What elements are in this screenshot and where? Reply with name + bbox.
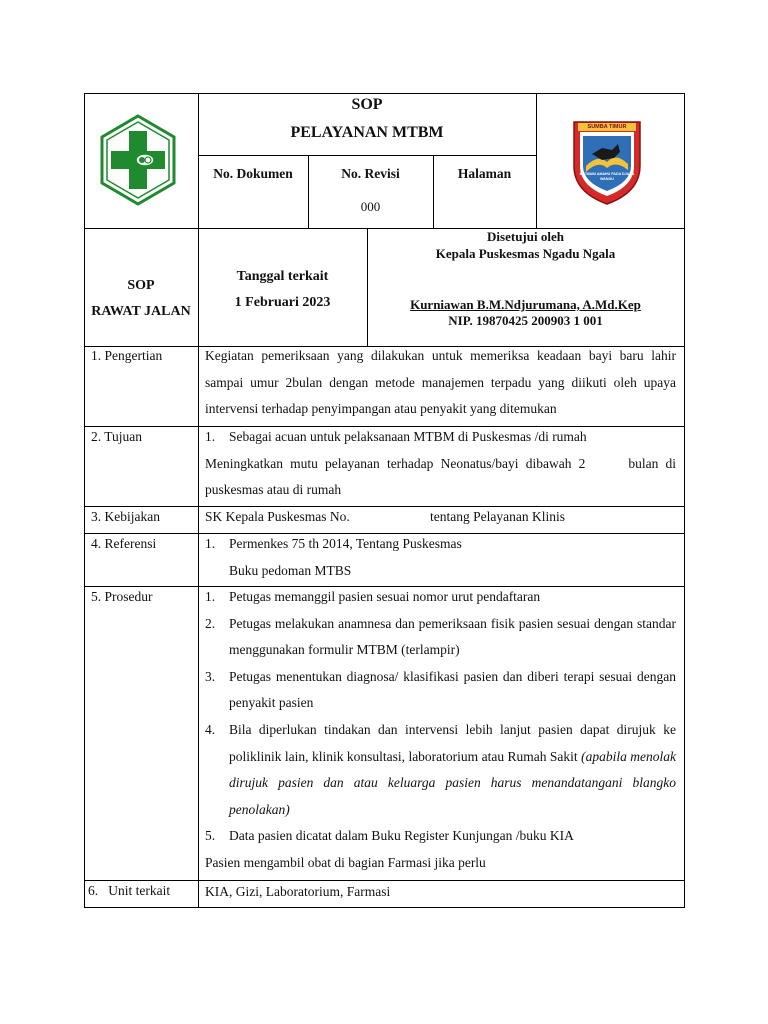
sop-category-line1: SOP: [127, 278, 155, 293]
prosedur-item: [205, 611, 676, 664]
kebijakan-text-b: tentang Pelayanan Klinis: [430, 509, 565, 524]
prosedur-item-num: 4.: [205, 721, 216, 737]
unit-text: KIA, Gizi, Laboratorium, Farmasi: [205, 884, 391, 899]
tanggal-block: [198, 264, 367, 316]
referensi-body: [205, 531, 676, 584]
referensi-item: [205, 531, 676, 558]
tujuan-label: 2. Tujuan: [91, 429, 143, 444]
tujuan-item-num: 1.: [205, 429, 216, 444]
prosedur-item-num: 3.: [205, 668, 216, 684]
sop-title-line2: PELAYANAN MTBM: [290, 124, 444, 141]
unit-label: 6. Unit terkait: [88, 883, 171, 898]
referensi-item-text: Permenkes 75 th 2014, Tentang Puskesmas: [229, 536, 462, 551]
approved-label: Disetujui oleh: [487, 229, 564, 244]
sop-category-line2: RAWAT JALAN: [91, 304, 191, 319]
tanggal-label: Tanggal terkait: [236, 269, 329, 284]
prosedur-item-text: Petugas menentukan diagnosa/ klasifikasi pasien dan diberi terapi sesuai dengan penyakit pasien: [229, 668, 676, 711]
right-logo: [568, 114, 646, 206]
prosedur-item-num: 2.: [205, 615, 216, 631]
prosedur-item-num: 1.: [205, 589, 216, 604]
pengertian-label: 1. Pengertian: [91, 348, 163, 363]
prosedur-item-text-group: [229, 717, 676, 823]
tanggal-value: 1 Februari 2023: [234, 295, 331, 310]
halaman-label: Halaman: [457, 166, 512, 181]
tujuan-body: [205, 424, 680, 504]
kebijakan-text-a: SK Kepala Puskesmas No.: [205, 509, 350, 524]
prosedur-body: [205, 584, 676, 877]
kebijakan-label: 3. Kebijakan: [91, 509, 160, 524]
puskesmas-cross-logo-icon: [99, 114, 177, 206]
emblem-top-text: SUMBA TIMUR: [587, 124, 627, 130]
prosedur-item: [205, 717, 676, 823]
prosedur-item: [205, 664, 676, 717]
prosedur-item-note: (apabila menolak dirujuk pasien dan atau keluarga pasien harus menandatangani blangko penolakan): [229, 748, 676, 817]
referensi-item2: Buku pedoman MTBS: [229, 562, 352, 578]
tujuan-item: [205, 424, 676, 451]
signer-nip: NIP. 19870425 200903 1 001: [448, 313, 603, 328]
sop-category: [84, 273, 198, 325]
prosedur-item: [205, 584, 676, 611]
approved-title: Kepala Puskesmas Ngadu Ngala: [435, 246, 616, 261]
sop-title-line1: SOP: [351, 96, 383, 113]
prosedur-item-num: 5.: [205, 828, 216, 844]
prosedur-item-text: Data pasien dicatat dalam Buku Register Kunjungan /buku KIA: [229, 828, 574, 844]
prosedur-item-text: Petugas memanggil pasien sesuai nomor urut pendaftaran: [229, 589, 541, 604]
tujuan-item-text: Sebagai acuan untuk pelaksanaan MTBM di Puskesmas /di rumah: [229, 429, 587, 444]
prosedur-item-text: Petugas melakukan anamnesa dan pemeriksaan fisik pasien sesuai dengan standar menggunakan formulir MTBM (terlampir): [229, 615, 676, 658]
prosedur-item: [205, 823, 676, 850]
approval-block: [367, 228, 684, 329]
referensi-item-num: 1.: [205, 536, 216, 551]
pengertian-text: Kegiatan pemeriksaan yang dilakukan untuk memeriksa keadaan bayi baru lahir sampai umur 2bulan dengan metode manajemen terpadu yang diikuti oleh upaya intervensi terhadap penyimpangan atau penyakit yang ditemukan: [205, 348, 676, 417]
no-revisi-label: No. Revisi: [341, 166, 400, 181]
tujuan-text: Meningkatkan mutu pelayanan terhadap Neonatus/bayi dibawah 2 bulan di puskesmas atau di rumah: [205, 455, 680, 498]
no-revisi-value: 000: [360, 199, 381, 214]
no-dokumen-label: No. Dokumen: [213, 166, 293, 181]
left-logo: [99, 114, 177, 206]
prosedur-item-text: Bila diperlukan tindakan dan intervensi lebih lanjut pasien dapat dirujuk ke poliklinik lain, klinik konsultasi, laboratorium atau Rumah Sakit: [229, 721, 676, 764]
signer-name: Kurniawan B.M.Ndjurumana, A.Md.Kep: [410, 297, 641, 312]
emblem-bottom-text: MATAWAI AMAHU PADA DJARA WANGU: [579, 172, 635, 181]
prosedur-closing: Pasien mengambil obat di bagian Farmasi jika perlu: [205, 854, 486, 870]
referensi-label: 4. Referensi: [91, 536, 157, 551]
prosedur-label: 5. Prosedur: [91, 589, 153, 604]
